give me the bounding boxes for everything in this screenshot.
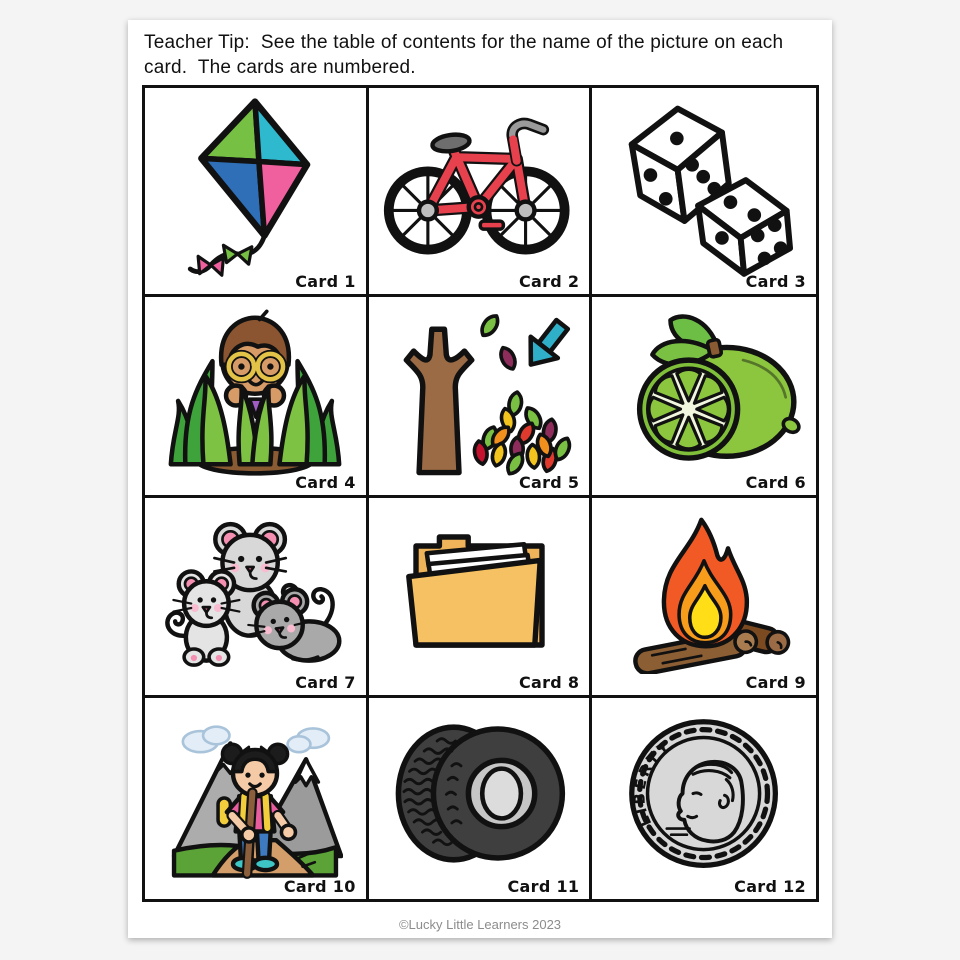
lime-image [607, 311, 802, 470]
card-cell-5 [369, 297, 593, 498]
card-label: Card 6 [745, 472, 806, 492]
hide-image [160, 305, 350, 477]
card-cell-2 [369, 88, 593, 297]
card-cell-1 [145, 88, 369, 297]
card-label: Card 10 [283, 877, 356, 896]
card-cell-8 [369, 498, 593, 699]
dice-image [613, 95, 796, 278]
fire-image [615, 509, 793, 674]
card-label: Card 3 [745, 272, 806, 291]
folder-image [389, 519, 569, 663]
mice-image [159, 509, 351, 674]
card-label: Card 9 [745, 673, 806, 693]
footer-credit: ©Lucky Little Learners 2023 [398, 917, 562, 932]
card-cell-11 [369, 698, 593, 899]
hike-image [167, 708, 343, 880]
card-cell-7 [145, 498, 369, 699]
card-cell-6 [592, 297, 816, 498]
card-label: Card 7 [295, 673, 356, 693]
card-label: Card 4 [295, 472, 356, 492]
coin-liberty-text: LIBERTY [630, 736, 676, 829]
card-cell-9 [592, 498, 816, 699]
leaf-pile-image [381, 302, 576, 479]
card-cell-12 [592, 698, 816, 899]
card-label: Card 1 [295, 272, 356, 291]
worksheet-page [128, 20, 832, 938]
card-label: Card 5 [518, 472, 580, 492]
card-label: Card 8 [518, 673, 580, 693]
tire-image [380, 715, 578, 872]
card-cell-3 [592, 88, 816, 297]
kite-image [176, 92, 334, 280]
teacher-tip-text: Teacher Tip: See the table of contents for the name of the picture on each card. The cards are numbered. [144, 32, 789, 79]
card-cell-10 [145, 698, 369, 899]
card-label: Card 11 [507, 877, 580, 896]
bike-image [376, 111, 581, 262]
dime-image [623, 713, 785, 875]
card-grid [142, 85, 819, 902]
card-label: Card 2 [518, 272, 580, 291]
card-cell-4 [145, 297, 369, 498]
card-label: Card 12 [734, 877, 806, 896]
